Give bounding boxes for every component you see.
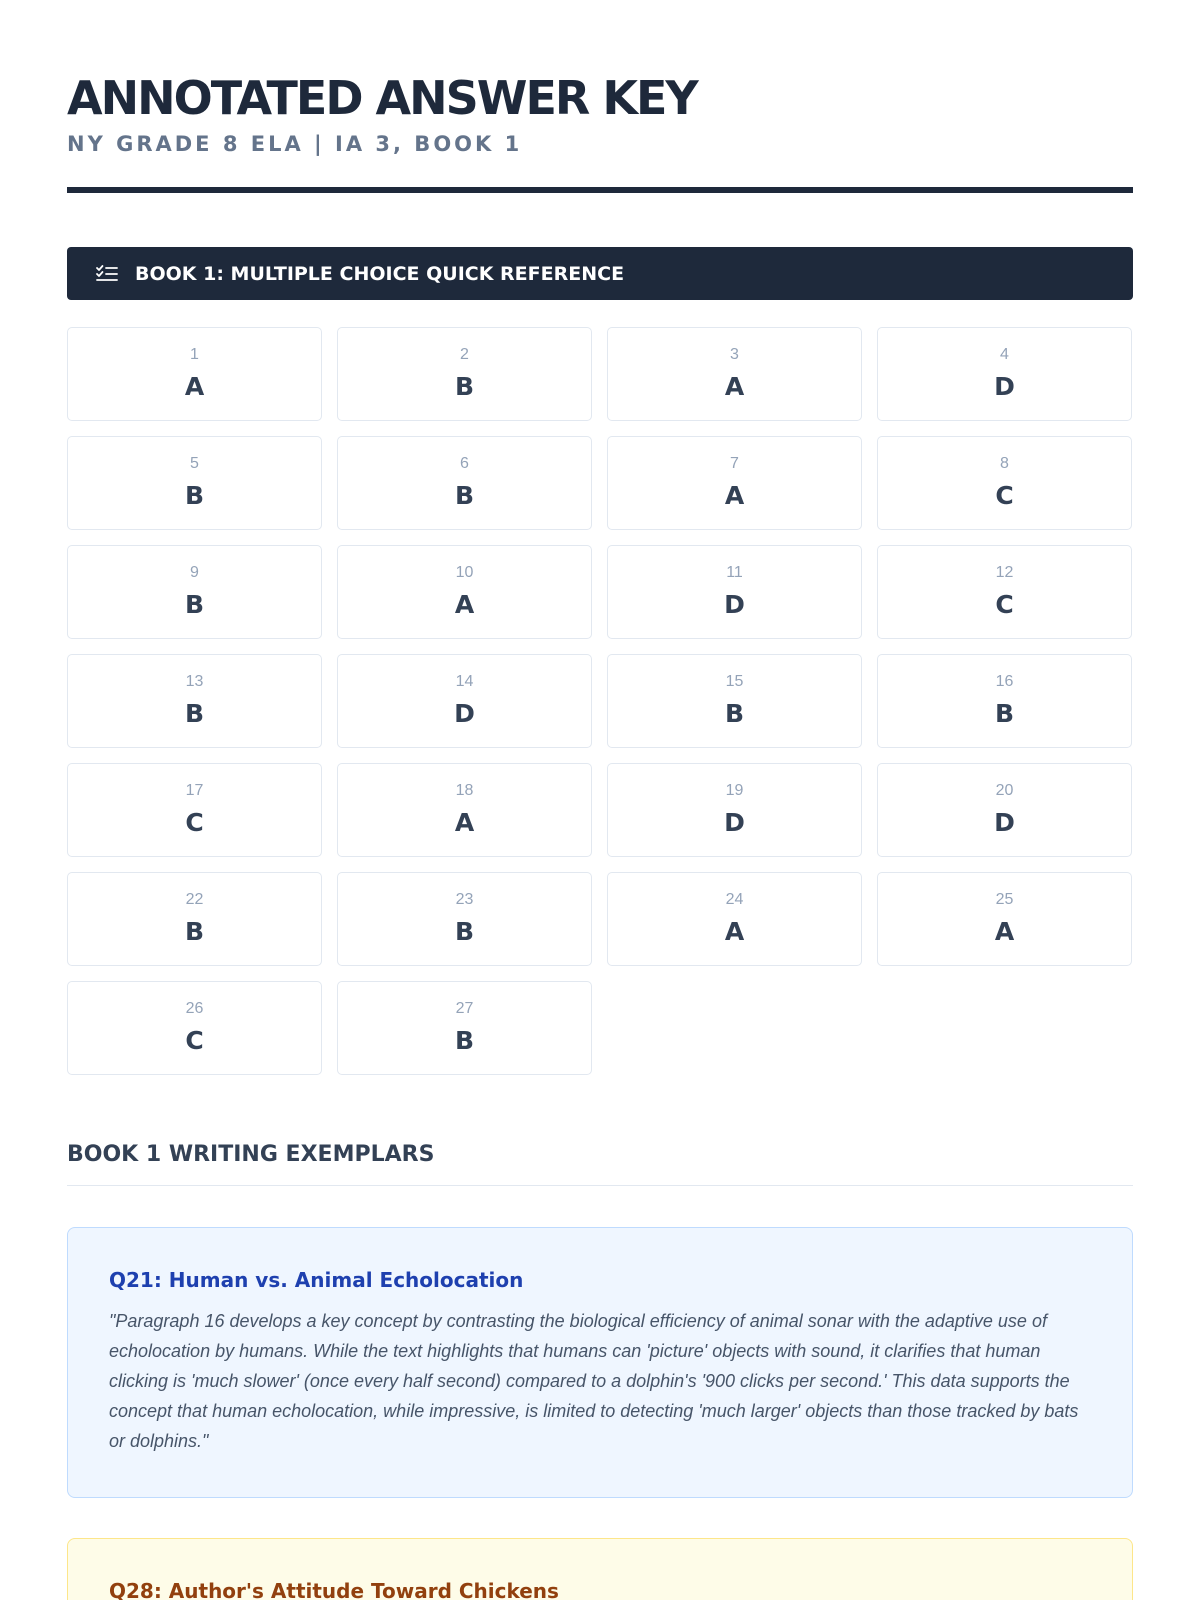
question-number: 23 xyxy=(455,891,474,908)
answer-cell xyxy=(607,436,862,530)
question-number: 7 xyxy=(730,455,739,472)
question-number: 5 xyxy=(190,455,199,472)
answer-cell xyxy=(877,872,1132,966)
question-number: 6 xyxy=(460,455,469,472)
question-number: 9 xyxy=(190,564,199,581)
question-number: 3 xyxy=(730,346,739,363)
answer-letter: B xyxy=(994,699,1015,728)
answer-letter: B xyxy=(184,590,205,619)
exemplar-card-title: Q21: Human vs. Animal Echolocation xyxy=(109,1268,524,1292)
question-number: 20 xyxy=(995,782,1014,799)
exemplars-divider xyxy=(67,1185,1133,1186)
answer-cell xyxy=(877,327,1132,421)
answer-cell xyxy=(337,763,592,857)
question-number: 24 xyxy=(725,891,744,908)
answer-letter: D xyxy=(994,372,1015,401)
question-number: 27 xyxy=(455,1000,474,1017)
answer-cell xyxy=(67,545,322,639)
question-number: 15 xyxy=(725,673,744,690)
question-number: 19 xyxy=(725,782,744,799)
answer-letter: C xyxy=(995,481,1014,510)
checklist-icon xyxy=(95,262,119,286)
question-number: 22 xyxy=(185,891,204,908)
question-number: 2 xyxy=(460,346,469,363)
answer-letter: B xyxy=(454,917,475,946)
multiple-choice-grid xyxy=(67,327,1133,1075)
answer-letter: A xyxy=(454,808,475,837)
answer-cell xyxy=(877,654,1132,748)
exemplar-card-q28 xyxy=(67,1538,1133,1600)
question-number: 17 xyxy=(185,782,204,799)
answer-cell xyxy=(607,654,862,748)
question-number: 8 xyxy=(1000,455,1009,472)
answer-letter: C xyxy=(185,1026,204,1055)
title-divider xyxy=(67,187,1133,193)
answer-letter: C xyxy=(185,808,204,837)
answer-letter: A xyxy=(724,917,745,946)
answer-cell xyxy=(67,436,322,530)
answer-cell xyxy=(337,981,592,1075)
answer-letter: A xyxy=(994,917,1015,946)
answer-letter: B xyxy=(184,917,205,946)
page-subtitle: NY GRADE 8 ELA | IA 3, BOOK 1 xyxy=(67,132,523,156)
answer-cell xyxy=(67,981,322,1075)
answer-cell xyxy=(337,872,592,966)
answer-letter: D xyxy=(724,808,745,837)
answer-letter: D xyxy=(724,590,745,619)
answer-letter: A xyxy=(724,372,745,401)
answer-letter: B xyxy=(454,372,475,401)
answer-letter: B xyxy=(454,481,475,510)
question-number: 25 xyxy=(995,891,1014,908)
answer-cell xyxy=(877,436,1132,530)
quick-reference-title: BOOK 1: MULTIPLE CHOICE QUICK REFERENCE xyxy=(135,262,625,285)
exemplars-heading: BOOK 1 WRITING EXEMPLARS xyxy=(67,1142,435,1167)
question-number: 16 xyxy=(995,673,1014,690)
answer-letter: B xyxy=(184,699,205,728)
page-title: ANNOTATED ANSWER KEY xyxy=(67,71,697,125)
answer-cell xyxy=(607,872,862,966)
question-number: 11 xyxy=(726,564,743,581)
answer-cell xyxy=(607,327,862,421)
answer-letter: B xyxy=(454,1026,475,1055)
answer-letter: A xyxy=(724,481,745,510)
question-number: 12 xyxy=(995,564,1014,581)
answer-cell xyxy=(337,436,592,530)
answer-letter: B xyxy=(724,699,745,728)
question-number: 1 xyxy=(190,346,199,363)
exemplar-card-title: Q28: Author's Attitude Toward Chickens xyxy=(109,1579,559,1600)
exemplar-card-q21 xyxy=(67,1227,1133,1498)
question-number: 4 xyxy=(1000,346,1009,363)
answer-letter: D xyxy=(994,808,1015,837)
answer-letter: A xyxy=(454,590,475,619)
answer-cell xyxy=(337,654,592,748)
answer-letter: A xyxy=(184,372,205,401)
answer-cell xyxy=(877,545,1132,639)
answer-letter: D xyxy=(454,699,475,728)
answer-cell xyxy=(607,763,862,857)
answer-cell xyxy=(67,327,322,421)
answer-letter: B xyxy=(184,481,205,510)
answer-cell xyxy=(877,763,1132,857)
question-number: 13 xyxy=(185,673,204,690)
question-number: 14 xyxy=(455,673,474,690)
answer-cell xyxy=(337,327,592,421)
question-number: 10 xyxy=(455,564,474,581)
question-number: 26 xyxy=(185,1000,204,1017)
answer-cell xyxy=(67,872,322,966)
answer-cell xyxy=(67,763,322,857)
quick-reference-header xyxy=(67,247,1133,300)
answer-cell xyxy=(337,545,592,639)
question-number: 18 xyxy=(455,782,474,799)
answer-cell xyxy=(607,545,862,639)
exemplar-card-body: "Paragraph 16 develops a key concept by contrasting the biological efficiency of animal sonar with the adaptive use of echolocation by humans. While the text highlights that humans can 'picture' objects with sound, it clarifies that human clicking is 'much slower' (once every half second) compared to a dolphin's '900 clicks per second.' This data supports the concept that human echolocation, while impressive, is limited to detecting 'much larger' objects than those tracked by bats or dolphins." xyxy=(109,1311,1079,1451)
answer-cell xyxy=(67,654,322,748)
answer-letter: C xyxy=(995,590,1014,619)
